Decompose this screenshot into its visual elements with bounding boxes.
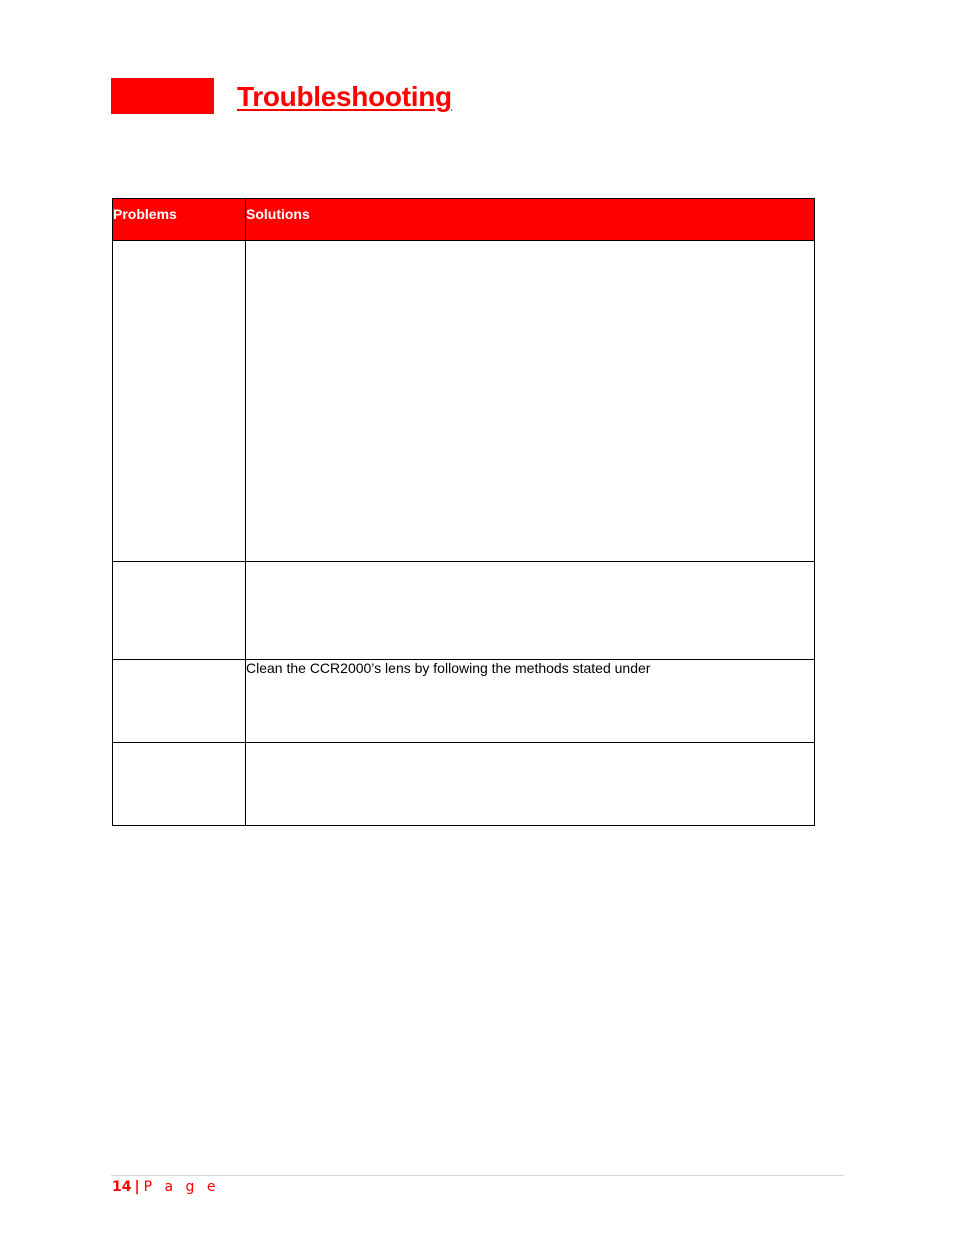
problem-cell bbox=[113, 743, 246, 826]
column-header-problems: Problems bbox=[113, 199, 246, 241]
troubleshooting-table bbox=[112, 198, 815, 826]
footer-divider bbox=[111, 1175, 844, 1176]
solution-cell bbox=[246, 743, 815, 826]
problem-cell bbox=[113, 562, 246, 660]
column-header-solutions: Solutions bbox=[246, 199, 815, 241]
page-number: 14 bbox=[112, 1179, 132, 1195]
problem-cell bbox=[113, 241, 246, 562]
page-footer bbox=[112, 1179, 219, 1195]
solution-cell bbox=[246, 562, 815, 660]
table-row bbox=[113, 743, 815, 826]
table-row bbox=[113, 562, 815, 660]
solution-cell bbox=[246, 241, 815, 562]
footer-separator: | bbox=[134, 1179, 140, 1195]
page-title: Troubleshooting bbox=[237, 81, 452, 112]
solution-cell: Clean the CCR2000’s lens by following the methods stated under bbox=[246, 660, 815, 743]
problem-cell bbox=[113, 660, 246, 743]
table-header-row bbox=[113, 199, 815, 241]
table-row bbox=[113, 241, 815, 562]
title-accent-block bbox=[111, 78, 214, 114]
table-row bbox=[113, 660, 815, 743]
page-label: P a g e bbox=[143, 1179, 220, 1195]
